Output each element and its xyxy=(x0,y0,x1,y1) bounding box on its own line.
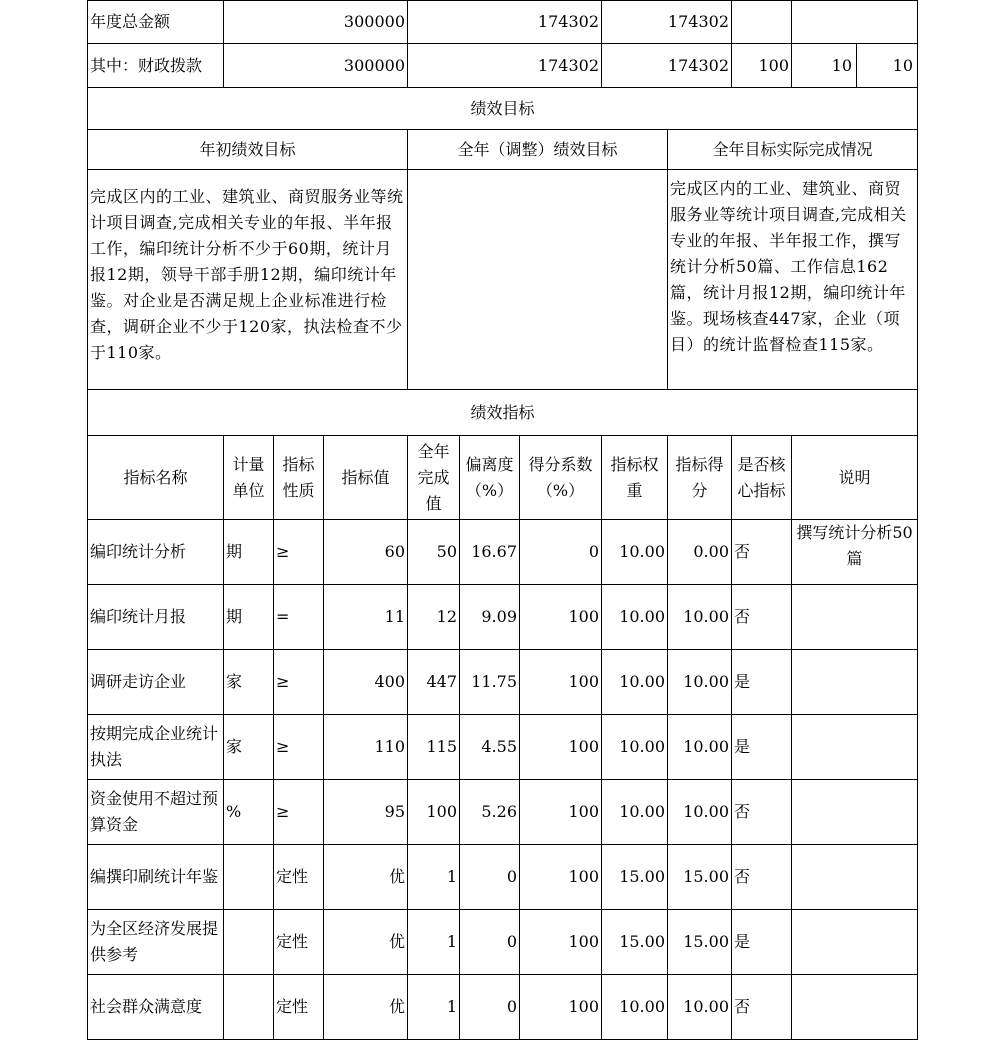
indicator-weight: 10.00 xyxy=(602,780,668,845)
indicator-coef: 100 xyxy=(520,975,602,1040)
indicator-deviation: 0 xyxy=(460,975,520,1040)
indicator-deviation: 9.09 xyxy=(460,585,520,650)
indicator-actual: 1 xyxy=(408,845,460,910)
header-deviation: 偏离度（%） xyxy=(460,436,520,520)
executed-amount: 174302 xyxy=(602,1,732,44)
header-name: 指标名称 xyxy=(88,436,224,520)
table-row xyxy=(88,780,918,845)
indicator-score: 10.00 xyxy=(668,780,732,845)
header-score: 指标得分 xyxy=(668,436,732,520)
indicator-unit: % xyxy=(224,780,274,845)
header-unit: 计量单位 xyxy=(224,436,274,520)
table-row xyxy=(88,715,918,780)
indicator-deviation: 0 xyxy=(460,910,520,975)
indicator-name: 为全区经济发展提供参考 xyxy=(88,910,224,975)
indicator-note xyxy=(792,910,918,975)
indicator-score: 10.00 xyxy=(668,975,732,1040)
table-row xyxy=(88,585,918,650)
adjusted-goal-text xyxy=(408,170,668,390)
indicator-core: 是 xyxy=(732,910,792,975)
indicator-header-row xyxy=(88,436,918,520)
budget-label: 其中：财政拨款 xyxy=(88,44,224,88)
header-nature: 指标性质 xyxy=(274,436,324,520)
indicator-nature: 定性 xyxy=(274,975,324,1040)
indicator-deviation: 5.26 xyxy=(460,780,520,845)
budget-label: 年度总金额 xyxy=(88,1,224,44)
indicator-name: 编印统计分析 xyxy=(88,520,224,585)
indicator-name: 调研走访企业 xyxy=(88,650,224,715)
header-note: 说明 xyxy=(792,436,918,520)
annual-budget: 300000 xyxy=(224,44,408,88)
indicator-actual: 100 xyxy=(408,780,460,845)
indicator-deviation: 4.55 xyxy=(460,715,520,780)
indicator-actual: 1 xyxy=(408,975,460,1040)
score-weight: 100 xyxy=(732,44,792,88)
indicator-unit: 期 xyxy=(224,585,274,650)
indicator-score: 10.00 xyxy=(668,715,732,780)
adjusted-goal-header: 全年（调整）绩效目标 xyxy=(408,130,668,170)
initial-goal-header: 年初绩效目标 xyxy=(88,130,408,170)
indicator-weight: 10.00 xyxy=(602,715,668,780)
indicator-name: 社会群众满意度 xyxy=(88,975,224,1040)
indicator-unit xyxy=(224,975,274,1040)
performance-table xyxy=(87,0,918,1040)
indicator-note xyxy=(792,780,918,845)
indicator-note: 撰写统计分析50篇 xyxy=(792,520,918,585)
indicator-nature: 定性 xyxy=(274,910,324,975)
indicator-nature: ≥ xyxy=(274,520,324,585)
section-header-row xyxy=(88,88,918,130)
header-coef: 得分系数（%） xyxy=(520,436,602,520)
budget-row xyxy=(88,1,918,44)
indicator-note xyxy=(792,715,918,780)
header-actual: 全年完成值 xyxy=(408,436,460,520)
indicator-name: 编撰印刷统计年鉴 xyxy=(88,845,224,910)
indicator-unit xyxy=(224,910,274,975)
indicator-actual: 12 xyxy=(408,585,460,650)
perf-indicator-title: 绩效指标 xyxy=(88,390,918,436)
indicator-target: 11 xyxy=(324,585,408,650)
indicator-coef: 100 xyxy=(520,715,602,780)
indicator-target: 95 xyxy=(324,780,408,845)
table-row xyxy=(88,650,918,715)
indicator-core: 是 xyxy=(732,650,792,715)
indicator-coef: 100 xyxy=(520,910,602,975)
indicator-note xyxy=(792,585,918,650)
goal-header-row xyxy=(88,130,918,170)
header-weight: 指标权重 xyxy=(602,436,668,520)
indicator-name: 按期完成企业统计执法 xyxy=(88,715,224,780)
indicator-score: 15.00 xyxy=(668,845,732,910)
indicator-nature: ≥ xyxy=(274,715,324,780)
indicator-nature: 定性 xyxy=(274,845,324,910)
executed-amount: 174302 xyxy=(602,44,732,88)
indicator-note xyxy=(792,975,918,1040)
indicator-weight: 15.00 xyxy=(602,845,668,910)
indicator-actual: 50 xyxy=(408,520,460,585)
indicator-score: 0.00 xyxy=(668,520,732,585)
indicator-unit xyxy=(224,845,274,910)
budget-row xyxy=(88,44,918,88)
header-core: 是否核心指标 xyxy=(732,436,792,520)
indicator-nature: ≥ xyxy=(274,650,324,715)
indicator-body xyxy=(88,520,918,1040)
indicator-coef: 100 xyxy=(520,650,602,715)
table-row xyxy=(88,520,918,585)
indicator-weight: 10.00 xyxy=(602,585,668,650)
indicator-target: 优 xyxy=(324,910,408,975)
rate-score-cell xyxy=(792,44,918,88)
adjusted-budget: 174302 xyxy=(408,1,602,44)
indicator-core: 否 xyxy=(732,975,792,1040)
completion-header: 全年目标实际完成情况 xyxy=(668,130,918,170)
indicator-core: 否 xyxy=(732,845,792,910)
indicator-note xyxy=(792,650,918,715)
indicator-unit: 家 xyxy=(224,715,274,780)
completion-text: 完成区内的工业、建筑业、商贸服务业等统计项目调查,完成相关专业的年报、半年报工作，撰写统计分析50篇、工作信息162篇，统计月报12期，编印统计年鉴。现场核查447家，企业（项目）的统计监督检查115家。 xyxy=(668,170,918,390)
annual-budget: 300000 xyxy=(224,1,408,44)
initial-goal-text: 完成区内的工业、建筑业、商贸服务业等统计项目调查,完成相关专业的年报、半年报工作，编印统计分析不少于60期，统计月报12期，领导干部手册12期，编印统计年鉴。对企业是否满足规上企业标准进行检查，调研企业不少于120家，执法检查不少于110家。 xyxy=(88,170,408,390)
indicator-unit: 期 xyxy=(224,520,274,585)
indicator-coef: 100 xyxy=(520,845,602,910)
score-value xyxy=(792,1,918,44)
indicator-weight: 10.00 xyxy=(602,975,668,1040)
indicator-deviation: 0 xyxy=(460,845,520,910)
indicator-target: 优 xyxy=(324,845,408,910)
table-row xyxy=(88,845,918,910)
indicator-nature: = xyxy=(274,585,324,650)
indicator-actual: 115 xyxy=(408,715,460,780)
table-row xyxy=(88,975,918,1040)
indicator-core: 否 xyxy=(732,520,792,585)
indicator-target: 110 xyxy=(324,715,408,780)
indicator-score: 10.00 xyxy=(668,585,732,650)
indicator-nature: ≥ xyxy=(274,780,324,845)
indicator-actual: 1 xyxy=(408,910,460,975)
indicator-core: 是 xyxy=(732,715,792,780)
indicator-unit: 家 xyxy=(224,650,274,715)
score-value: 10 xyxy=(892,55,913,75)
goal-content-row xyxy=(88,170,918,390)
indicator-note xyxy=(792,845,918,910)
indicator-name: 编印统计月报 xyxy=(88,585,224,650)
execution-rate xyxy=(732,1,792,44)
indicator-core: 否 xyxy=(732,585,792,650)
indicator-target: 400 xyxy=(324,650,408,715)
execution-rate: 10 xyxy=(792,44,857,87)
perf-goal-title: 绩效目标 xyxy=(88,88,918,130)
indicator-actual: 447 xyxy=(408,650,460,715)
indicator-name: 资金使用不超过预算资金 xyxy=(88,780,224,845)
indicator-deviation: 16.67 xyxy=(460,520,520,585)
adjusted-budget: 174302 xyxy=(408,44,602,88)
table-row xyxy=(88,910,918,975)
indicator-weight: 15.00 xyxy=(602,910,668,975)
indicator-weight: 10.00 xyxy=(602,520,668,585)
indicator-core: 否 xyxy=(732,780,792,845)
indicator-deviation: 11.75 xyxy=(460,650,520,715)
indicator-score: 10.00 xyxy=(668,650,732,715)
indicator-target: 优 xyxy=(324,975,408,1040)
indicator-coef: 100 xyxy=(520,780,602,845)
section-header-row xyxy=(88,390,918,436)
header-target: 指标值 xyxy=(324,436,408,520)
indicator-coef: 0 xyxy=(520,520,602,585)
indicator-coef: 100 xyxy=(520,585,602,650)
indicator-score: 15.00 xyxy=(668,910,732,975)
indicator-weight: 10.00 xyxy=(602,650,668,715)
indicator-target: 60 xyxy=(324,520,408,585)
